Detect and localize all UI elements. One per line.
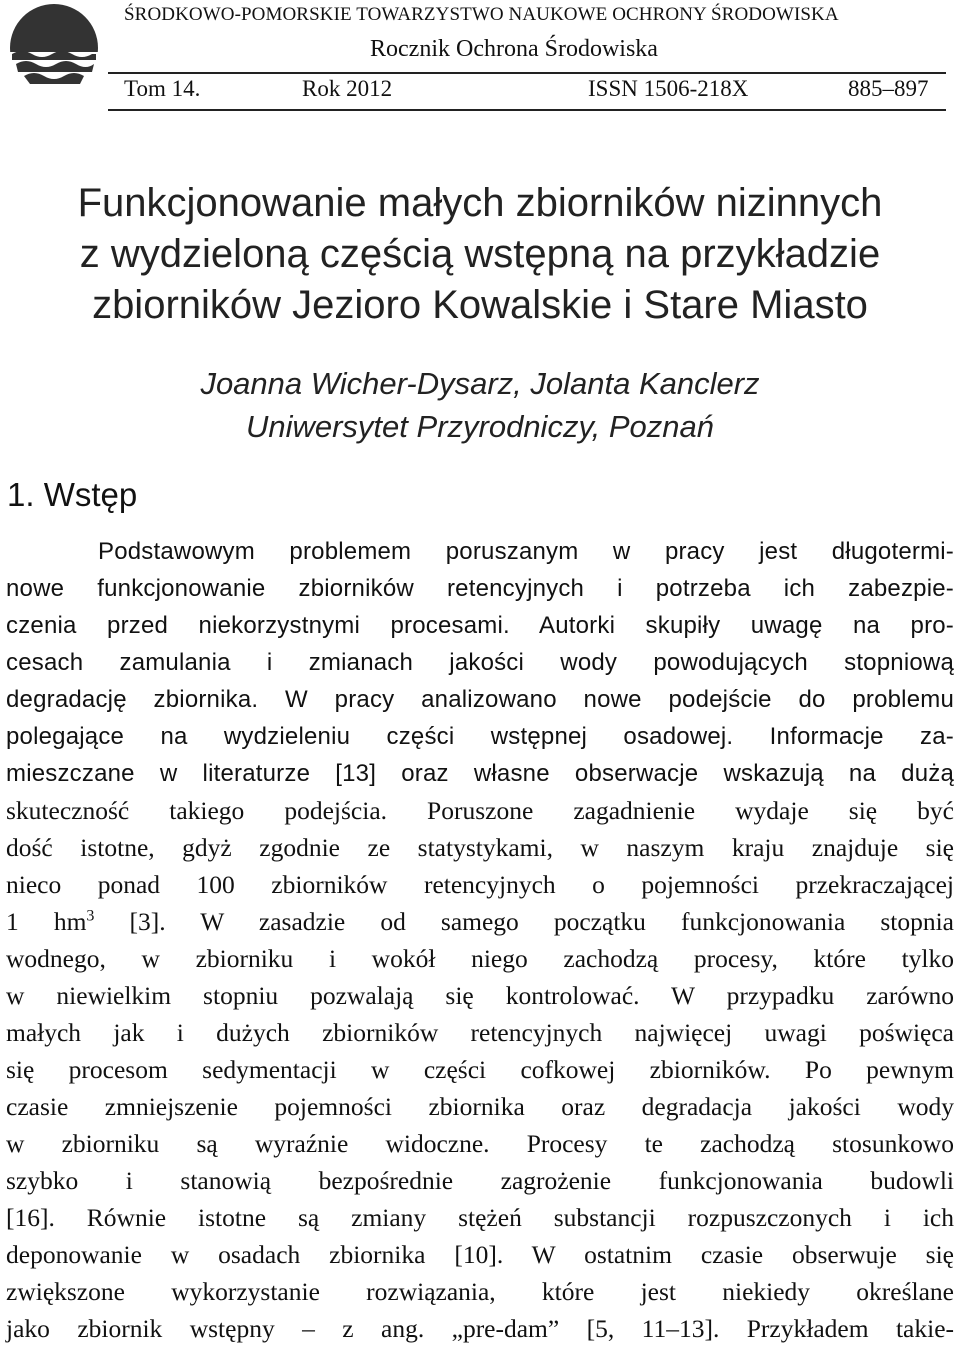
superscript: 3 (86, 907, 95, 925)
society-name: ŚRODKOWO-POMORSKIE TOWARZYSTWO NAUKOWE OCHRONY ŚRODOWISKA (124, 4, 839, 25)
paragraph-line: Podstawowym problemem poruszanym w pracy jest długotermi- (98, 538, 954, 565)
paragraph-line: nieco ponad 100 zbiorników retencyjnych o pojemności przekraczającej (6, 870, 954, 899)
paragraph-line: nowe funkcjonowanie zbiorników retencyjnych i potrzeba ich zabezpie- (6, 575, 954, 602)
paragraph-line: czenia przed niekorzystnymi procesami. Autorki skupiły uwagę na pro- (6, 612, 954, 639)
hm-text: 1 hm (6, 907, 87, 936)
paragraph-line: czasie zmniejszenie pojemności zbiornika oraz degradacja jakości wody (6, 1092, 954, 1121)
header-divider (108, 72, 946, 74)
paragraph-line: [16]. Równie istotne są zmiany stężeń substancji rozpuszczonych i ich (6, 1203, 954, 1232)
paragraph-line-superscript (6, 903, 954, 940)
authors: Joanna Wicher-Dysarz, Jolanta Kanclerz (200, 366, 760, 401)
header-divider (108, 109, 946, 111)
paragraph-line: zwiększone wykorzystanie rozwiązania, które jest niekiedy określane (6, 1277, 954, 1306)
year: Rok 2012 (302, 76, 393, 101)
title-line: z wydzieloną częścią wstępną na przykładzie (79, 232, 881, 276)
journal-meta (124, 76, 936, 106)
paragraph-line: się procesom sedymentacji w części cofkowej zbiorników. Po pewnym (6, 1055, 954, 1084)
paragraph-line: skuteczność takiego podejścia. Poruszone zagadnienie wydaje się być (6, 796, 954, 825)
paragraph-line: polegające na wydzieleniu części wstępnej osadowej. Informacje za- (6, 723, 954, 750)
page-range: 885–897 (848, 76, 929, 101)
paragraph (6, 533, 954, 1347)
title-line: Funkcjonowanie małych zbiorników nizinnych (77, 181, 883, 225)
paragraph-line: szybko i stanowią bezpośrednie zagrożenie funkcjonowania budowli (6, 1166, 954, 1195)
paragraph-line: wodnego, w zbiorniku i wokół niego zachodzą procesy, które tylko (6, 944, 954, 973)
paragraph-line: jako zbiornik wstępny – z ang. „pre-dam” [5, 11–13]. Przykładem takie- (6, 1314, 954, 1343)
affiliation: Uniwersytet Przyrodniczy, Poznań (245, 409, 715, 444)
society-logo-icon (4, 0, 104, 96)
paragraph-line: w zbiorniku są wyraźnie widoczne. Procesy te zachodzą stosunkowo (6, 1129, 954, 1158)
paragraph-line: w niewielkim stopniu pozwalają się kontrolować. W przypadku zarówno (6, 981, 954, 1010)
journal-name: Rocznik Ochrona Środowiska (370, 36, 658, 62)
title-line: zbiorników Jezioro Kowalskie i Stare Miasto (92, 283, 868, 327)
paragraph-line: mieszczane w literaturze [13] oraz własne obserwacje wskazują na dużą (6, 760, 954, 787)
volume: Tom 14. (124, 76, 201, 101)
paragraph-line: cesach zamulania i zmianach jakości wody powodujących stopniową (6, 649, 954, 676)
issn: ISSN 1506-218X (588, 76, 749, 101)
line-rest: [3]. W zasadzie od samego początku funkcjonowania stopnia (94, 907, 954, 936)
article-title (0, 178, 960, 331)
section-heading: 1. Wstęp (7, 476, 138, 513)
paragraph-line: małych jak i dużych zbiorników retencyjnych najwięcej uwagi poświęca (6, 1018, 954, 1047)
paragraph-line: deponowanie w osadach zbiornika [10]. W ostatnim czasie obserwuje się (6, 1240, 954, 1269)
author-block (0, 362, 960, 448)
paragraph-line: degradację zbiornika. W pracy analizowano nowe podejście do problemu (6, 686, 954, 713)
paragraph-line: dość istotne, gdyż zgodnie ze statystykami, w naszym kraju znajduje się (6, 833, 954, 862)
